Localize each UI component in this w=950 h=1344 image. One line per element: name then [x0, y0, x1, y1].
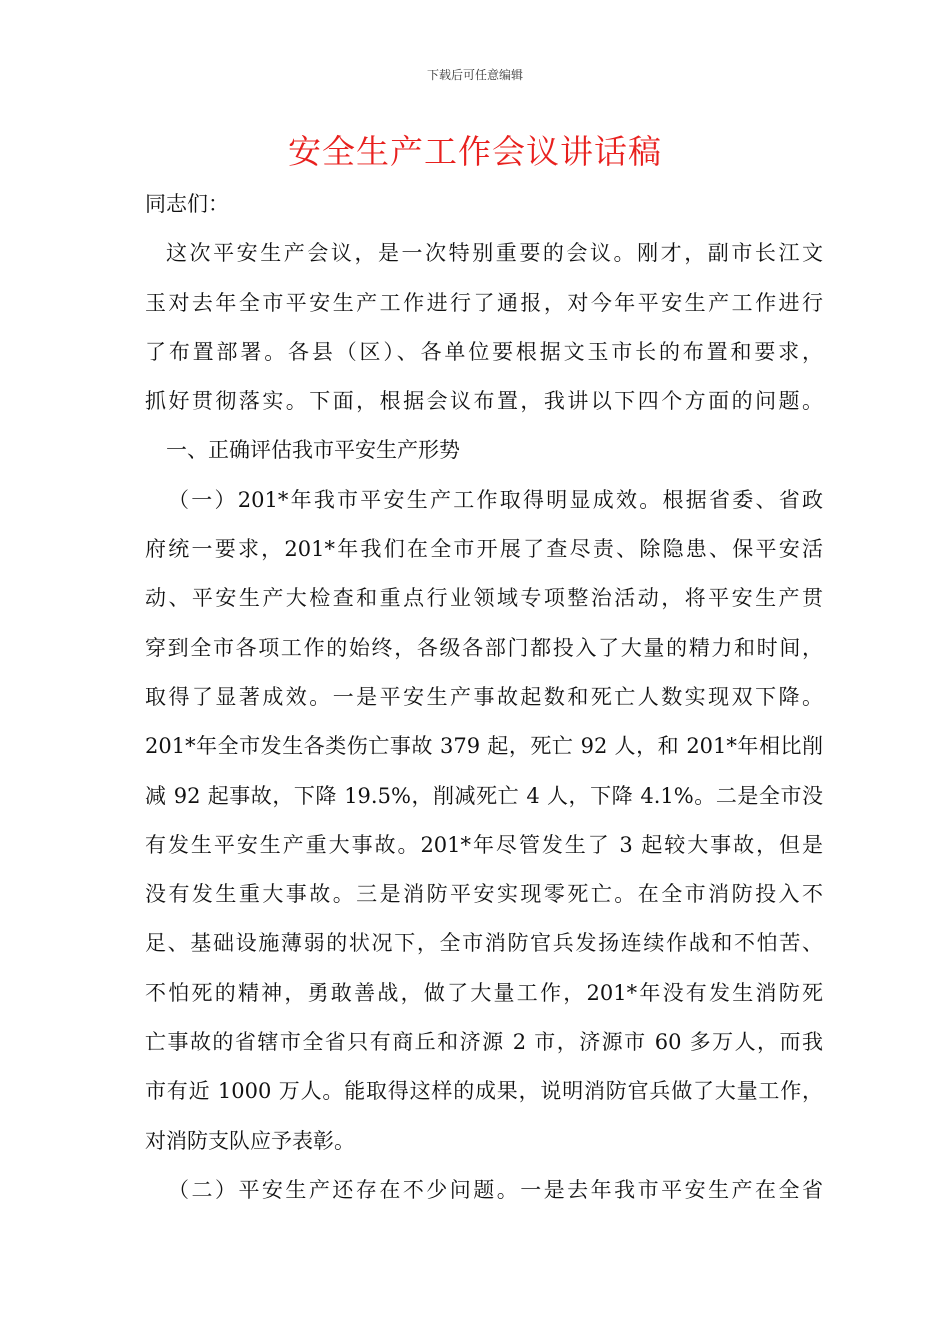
paragraph-line: 减 92 起事故，下降 19.5%，削减死亡 4 人，下降 4.1%。二是全市没	[145, 783, 823, 808]
paragraph-line: 抓好贯彻落实。下面，根据会议布置，我讲以下四个方面的问题。	[145, 389, 823, 414]
paragraph-line: 201*年全市发生各类伤亡事故 379 起，死亡 92 人，和 201*年相比削	[145, 734, 823, 759]
paragraph-line: 不怕死的精神，勇敢善战，做了大量工作，201*年没有发生消防死	[145, 980, 823, 1005]
paragraph-line: 府统一要求，201*年我们在全市开展了查尽责、除隐患、保平安活	[145, 537, 823, 562]
paragraph-line: 玉对去年全市平安生产工作进行了通报，对今年平安生产工作进行	[145, 290, 823, 315]
paragraph-line: 有发生平安生产重大事故。201*年尽管发生了 3 起较大事故，但是	[145, 832, 823, 857]
paragraph-line: 了布置部署。各县（区）、各单位要根据文玉市长的布置和要求，	[145, 339, 823, 364]
paragraph-line: 取得了显著成效。一是平安生产事故起数和死亡人数实现双下降。	[145, 684, 823, 709]
salutation-line: 同志们：	[145, 192, 229, 216]
document-title: 安全生产工作会议讲话稿	[288, 132, 662, 171]
page-header-note: 下载后可任意编辑	[426, 68, 523, 82]
paragraph-line: 足、基础设施薄弱的状况下，全市消防官兵发扬连续作战和不怕苦、	[145, 931, 823, 956]
paragraph-line: 没有发生重大事故。三是消防平安实现零死亡。在全市消防投入不	[145, 882, 823, 907]
paragraph-line: （二）平安生产还存在不少问题。一是去年我市平安生产在全省	[168, 1177, 823, 1202]
paragraph-line: 市有近 1000 万人。能取得这样的成果，说明消防官兵做了大量工作，	[145, 1079, 823, 1104]
section-heading: 一、正确评估我市平安生产形势	[166, 438, 460, 463]
paragraph-line: 动、平安生产大检查和重点行业领域专项整治活动，将平安生产贯	[145, 586, 823, 611]
document-body	[145, 186, 823, 1221]
paragraph-line: 亡事故的省辖市全省只有商丘和济源 2 市，济源市 60 多万人，而我	[145, 1030, 823, 1055]
paragraph-line: 穿到全市各项工作的始终，各级各部门都投入了大量的精力和时间，	[145, 635, 823, 660]
paragraph-line: 这次平安生产会议，是一次特别重要的会议。刚才，副市长江文	[166, 241, 823, 266]
paragraph-line: 对消防支队应予表彰。	[145, 1128, 355, 1153]
paragraph-line: （一）201*年我市平安生产工作取得明显成效。根据省委、省政	[168, 487, 823, 512]
